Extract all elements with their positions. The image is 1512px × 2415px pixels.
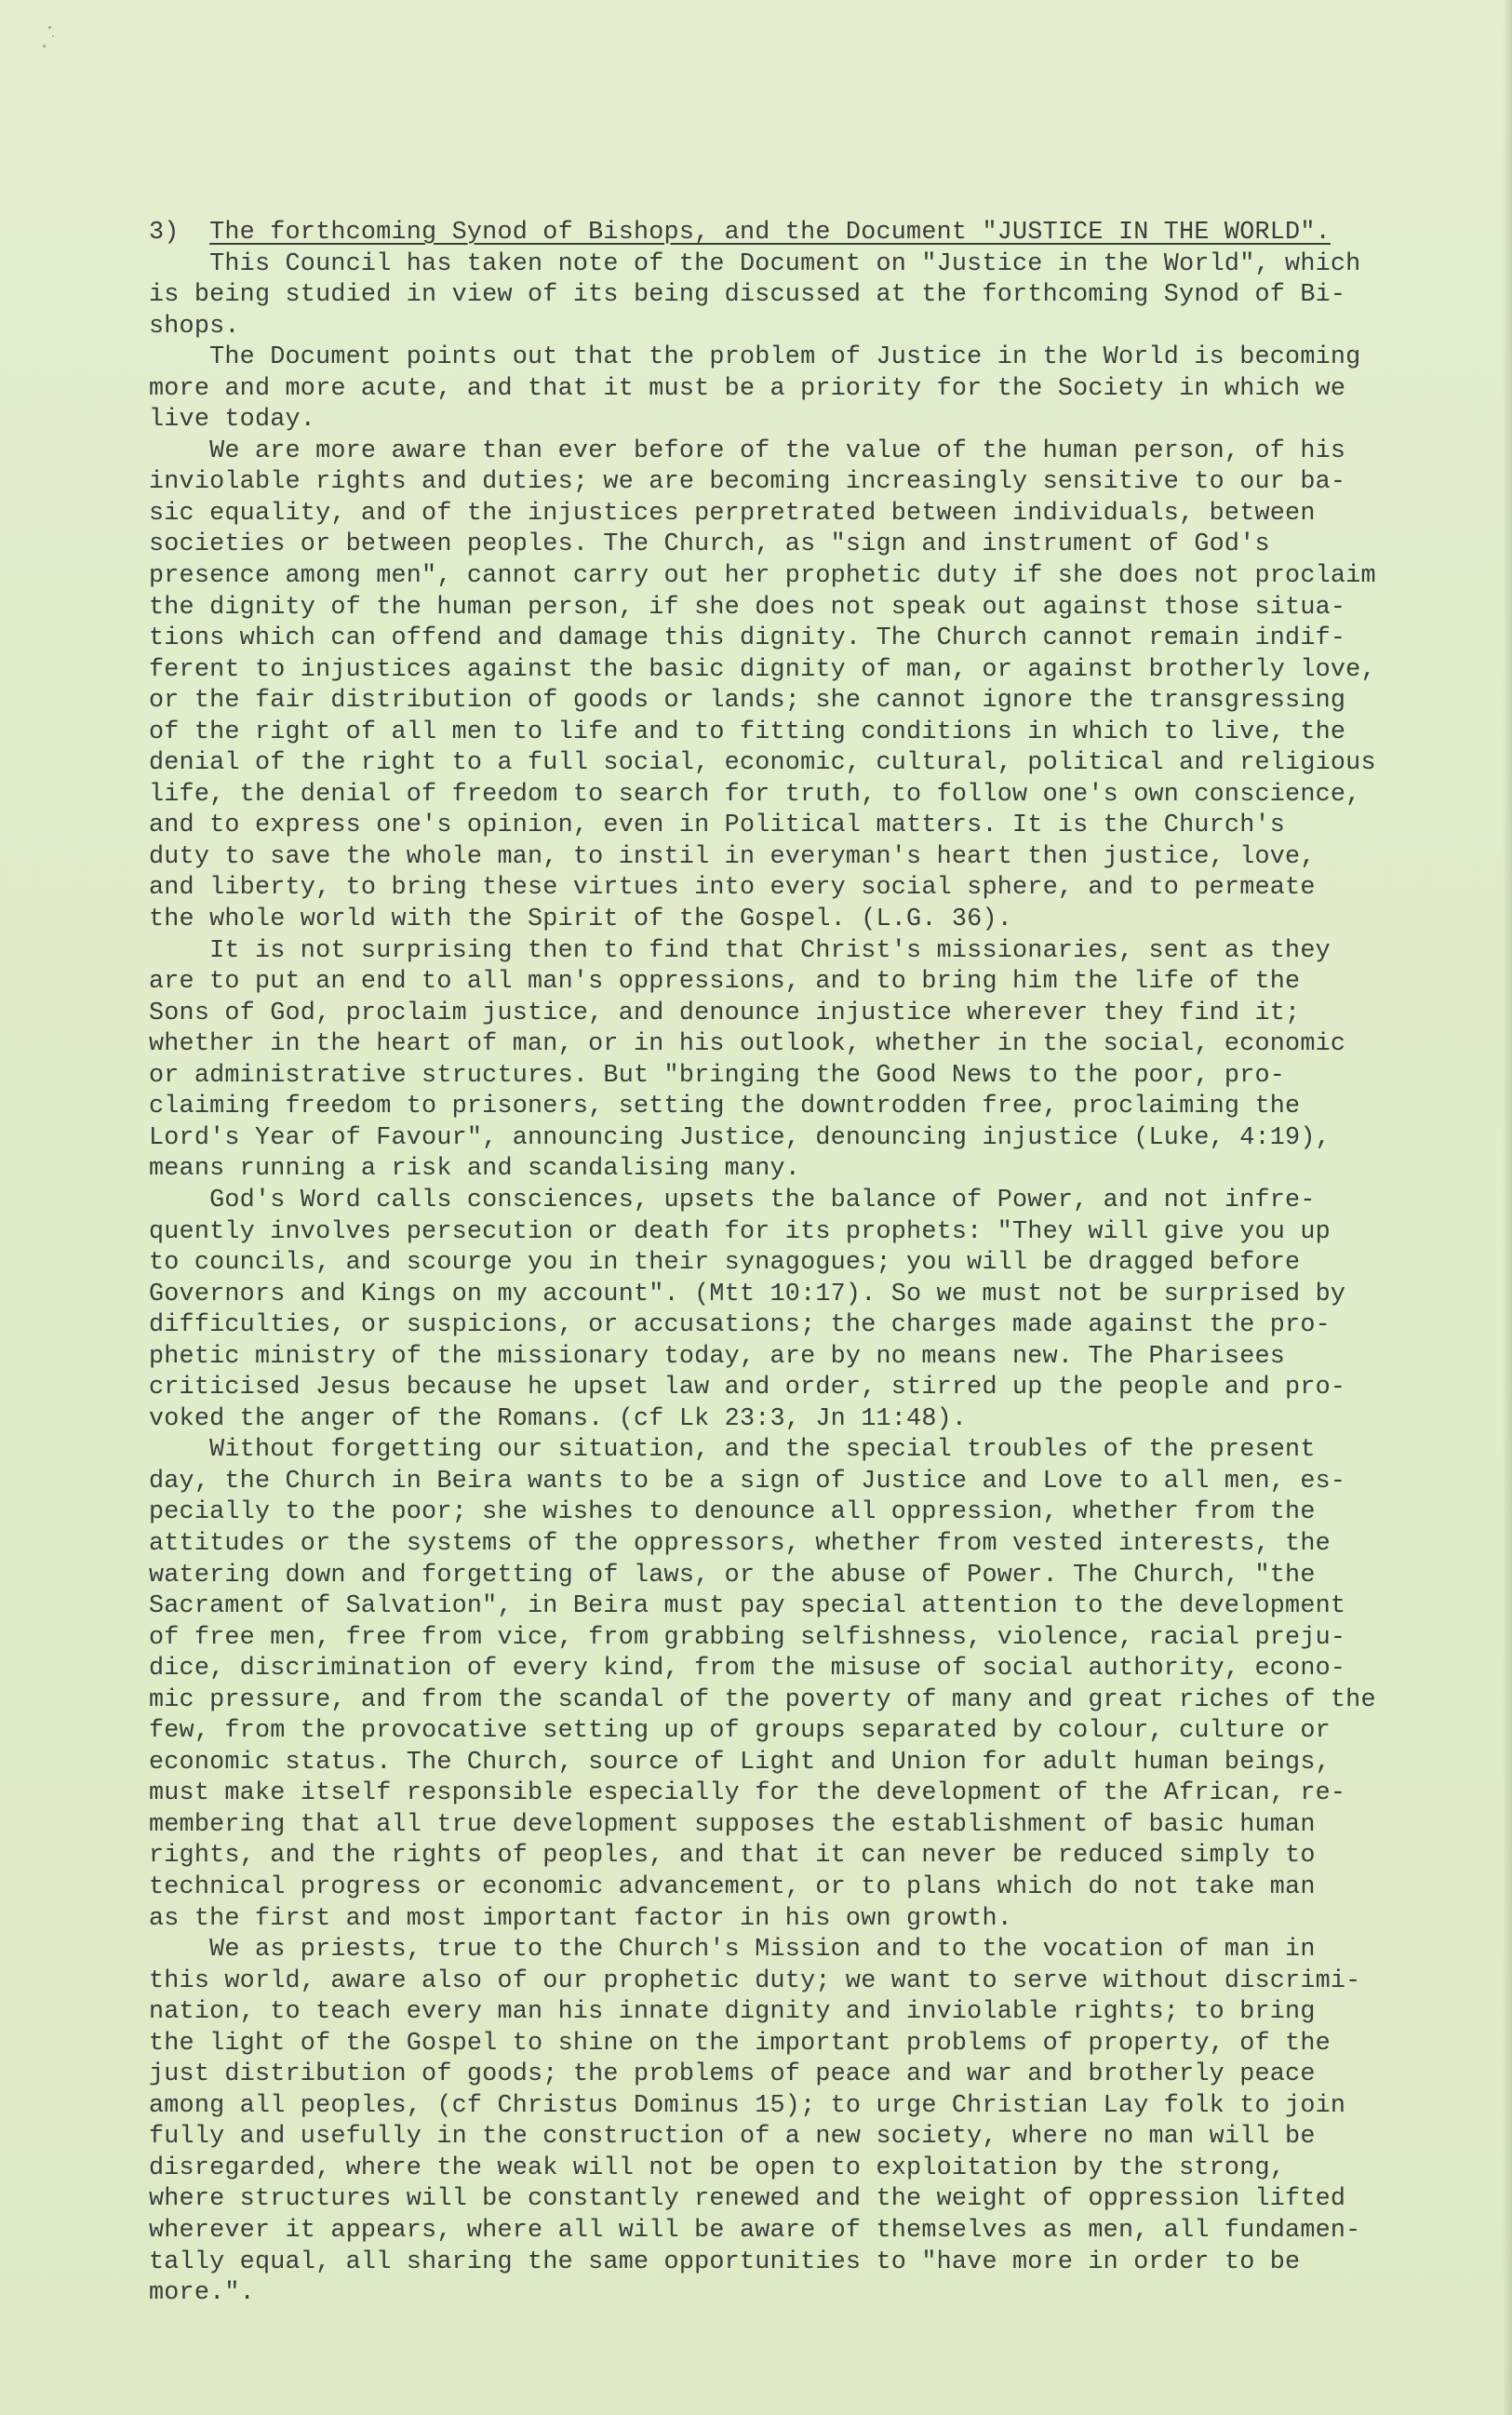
text-line: nation, to teach every man his innate dignity and inviolable rights; to bring: [149, 1998, 1316, 2027]
text-line: to councils, and scourge you in their synagogues; you will be dragged before: [149, 1249, 1301, 1278]
paragraph: [149, 1186, 1414, 1435]
text-line: The Document points out that the problem of Justice in the World is becoming: [149, 343, 1361, 372]
text-line: the light of the Gospel to shine on the important problems of property, of the: [149, 2029, 1331, 2058]
text-line: quently involves persecution or death for its prophets: "They will give you up: [149, 1217, 1331, 1246]
text-line: denial of the right to a full social, economic, cultural, political and religious: [149, 749, 1376, 778]
text-line: whether in the heart of man, or in his outlook, whether in the social, economic: [149, 1030, 1346, 1059]
text-line: are to put an end to all man's oppressions, and to bring him the life of the: [149, 968, 1301, 997]
text-line: the dignity of the human person, if she does not speak out against those situa-: [149, 593, 1346, 622]
text-line: is being studied in view of its being discussed at the forthcoming Synod of Bi-: [149, 281, 1346, 310]
text-line: attitudes or the systems of the oppressors, whether from vested interests, the: [149, 1529, 1331, 1558]
text-line: pecially to the poor; she wishes to denounce all oppression, whether from the: [149, 1498, 1316, 1527]
paragraph: [149, 936, 1414, 1186]
text-line: societies or between peoples. The Church, as "sign and instrument of God's: [149, 530, 1270, 559]
text-line: Sons of God, proclaim justice, and denounce injustice wherever they find it;: [149, 999, 1301, 1027]
text-line: and to express one's opinion, even in Political matters. It is the Church's: [149, 812, 1286, 840]
text-line: Sacrament of Salvation", in Beira must pay special attention to the development: [149, 1592, 1346, 1621]
text-line: tions which can offend and damage this dignity. The Church cannot remain indif-: [149, 624, 1346, 653]
text-line: It is not surprising then to find that Christ's missionaries, sent as they: [149, 936, 1331, 965]
paragraph-list: [149, 249, 1414, 2310]
text-line: more and more acute, and that it must be a priority for the Society in which we: [149, 374, 1346, 403]
text-line: watering down and forgetting of laws, or the abuse of Power. The Church, "the: [149, 1561, 1316, 1590]
text-line: more.".: [149, 2279, 255, 2308]
text-line: and liberty, to bring these virtues into every social sphere, and to permeate: [149, 874, 1316, 903]
text-line: means running a risk and scandalising many.: [149, 1155, 801, 1184]
text-line: phetic ministry of the missionary today, are by no means new. The Pharisees: [149, 1342, 1286, 1371]
text-line: We as priests, true to the Church's Mission and to the vocation of man in: [149, 1936, 1316, 1965]
text-line: of the right of all men to life and to fitting conditions in which to live, the: [149, 718, 1346, 746]
text-line: day, the Church in Beira wants to be a sign of Justice and Love to all men, es-: [149, 1467, 1346, 1496]
section-title: The forthcoming Synod of Bishops, and the Document "JUSTICE IN THE WORLD".: [209, 219, 1331, 247]
text-line: economic status. The Church, source of Light and Union for adult human beings,: [149, 1748, 1331, 1777]
document-body: [149, 218, 1414, 2310]
text-line: disregarded, where the weak will not be open to exploitation by the strong,: [149, 2153, 1286, 2182]
text-line: criticised Jesus because he upset law and order, stirred up the people and pro-: [149, 1374, 1346, 1402]
paragraph: [149, 1935, 1414, 2310]
paragraph: [149, 249, 1414, 343]
text-line: few, from the provocative setting up of groups separated by colour, culture or: [149, 1717, 1331, 1746]
text-line: Governors and Kings on my account". (Mtt 10:17). So we must not be surprised by: [149, 1280, 1346, 1308]
text-line: mic pressure, and from the scandal of the poverty of many and great riches of the: [149, 1685, 1376, 1714]
text-line: shops.: [149, 312, 240, 341]
text-line: this world, aware also of our prophetic duty; we want to serve without discrimi-: [149, 1966, 1361, 1995]
text-line: where structures will be constantly renewed and the weight of oppression lifted: [149, 2185, 1346, 2214]
text-line: We are more aware than ever before of the value of the human person, of his: [149, 436, 1346, 465]
text-line: membering that all true development supposes the establishment of basic human: [149, 1810, 1316, 1839]
paper-smudge-mark: [43, 26, 61, 52]
text-line: God's Word calls consciences, upsets the balance of Power, and not infre-: [149, 1186, 1316, 1214]
text-line: difficulties, or suspicions, or accusations; the charges made against the pro-: [149, 1311, 1331, 1340]
text-line: sic equality, and of the injustices perpretrated between individuals, between: [149, 499, 1316, 528]
text-line: live today.: [149, 406, 316, 435]
text-line: presence among men", cannot carry out her prophetic duty if she does not proclaim: [149, 562, 1376, 591]
text-line: among all peoples, (cf Christus Dominus 15); to urge Christian Lay folk to join: [149, 2091, 1346, 2120]
text-line: This Council has taken note of the Document on "Justice in the World", which: [149, 249, 1361, 278]
text-line: or the fair distribution of goods or lands; she cannot ignore the transgressing: [149, 687, 1346, 716]
text-line: life, the denial of freedom to search for truth, to follow one's own conscience,: [149, 780, 1361, 809]
text-line: the whole world with the Spirit of the Gospel. (L.G. 36).: [149, 906, 1013, 934]
text-line: voked the anger of the Romans. (cf Lk 23:3, Jn 11:48).: [149, 1404, 968, 1433]
text-line: technical progress or economic advancement, or to plans which do not take man: [149, 1872, 1316, 1901]
text-line: must make itself responsible especially for the development of the African, re-: [149, 1779, 1346, 1808]
text-line: Lord's Year of Favour", announcing Justice, denouncing injustice (Luke, 4:19),: [149, 1123, 1331, 1152]
text-line: claiming freedom to prisoners, setting the downtrodden free, proclaiming the: [149, 1093, 1301, 1121]
text-line: Without forgetting our situation, and the special troubles of the present: [149, 1436, 1316, 1465]
text-line: fully and usefully in the construction of a new society, where no man will be: [149, 2123, 1316, 2152]
page-edge-shadow: [1503, 0, 1512, 2415]
text-line: as the first and most important factor in his own growth.: [149, 1904, 1013, 1933]
section-heading: [149, 218, 1414, 249]
paragraph: [149, 342, 1414, 436]
text-line: of free men, free from vice, from grabbing selfishness, violence, racial preju-: [149, 1623, 1346, 1652]
paragraph: [149, 1435, 1414, 1935]
text-line: inviolable rights and duties; we are becoming increasingly sensitive to our ba-: [149, 468, 1346, 497]
text-line: or administrative structures. But "bringing the Good News to the poor, pro-: [149, 1061, 1286, 1090]
text-line: ferent to injustices against the basic dignity of man, or against brotherly love,: [149, 655, 1376, 684]
paragraph: [149, 436, 1414, 936]
text-line: dice, discrimination of every kind, from the misuse of social authority, econo-: [149, 1655, 1346, 1684]
text-line: wherever it appears, where all will be aware of themselves as men, all fundamen-: [149, 2217, 1361, 2245]
text-line: just distribution of goods; the problems of peace and war and brotherly peace: [149, 2060, 1316, 2089]
section-number: 3): [149, 219, 180, 247]
text-line: tally equal, all sharing the same opportunities to "have more in order to be: [149, 2247, 1301, 2276]
text-line: duty to save the whole man, to instil in everyman's heart then justice, love,: [149, 842, 1316, 871]
text-line: rights, and the rights of peoples, and that it can never be reduced simply to: [149, 1842, 1316, 1871]
